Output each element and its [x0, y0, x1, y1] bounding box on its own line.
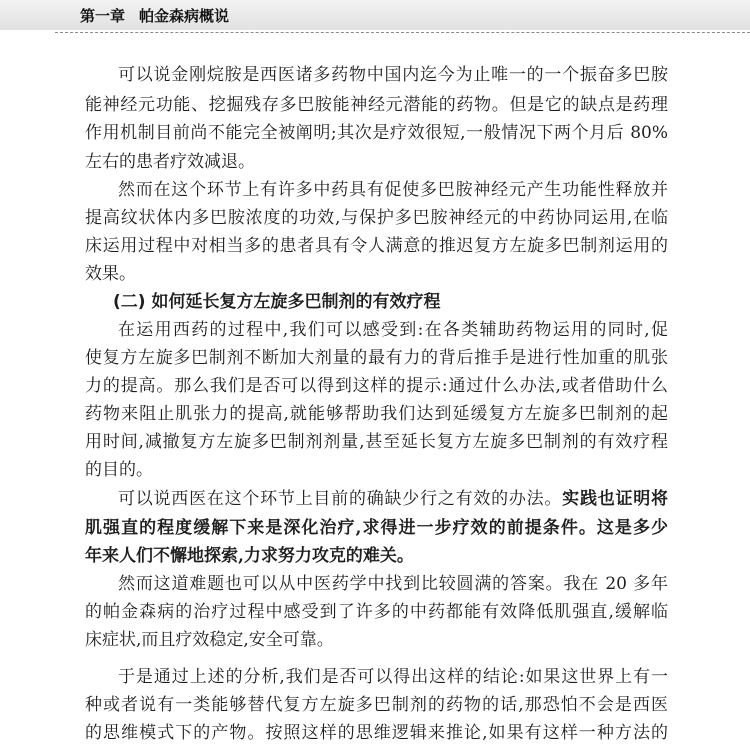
paragraph-4-emphasis-line: 年来人们不懈地探索,力求努力攻克的难关。: [85, 546, 414, 566]
paragraph-2-line: 然而在这个环节上有许多中药具有促使多巴胺神经元产生功能性释放并: [118, 180, 668, 200]
section-heading: (二) 如何延长复方左旋多巴制剂的有效疗程: [113, 292, 441, 312]
paragraph-1-line: 能神经元功能、挖掘残存多巴胺能神经元潜能的药物。但是它的缺点是药理: [85, 95, 668, 115]
paragraph-1-line: 可以说金刚烷胺是西医诸多药物中国内迄今为止唯一的一个振奋多巴胺: [118, 65, 668, 85]
paragraph-6-line: 种或者说有一类能够替代复方左旋多巴制剂的药物的话,那恐怕不会是西医: [85, 695, 668, 715]
paragraph-3-line: 的目的。: [85, 460, 153, 480]
paragraph-5-line: 床症状,而且疗效稳定,安全可靠。: [85, 630, 334, 650]
chapter-number: 第一章: [80, 7, 126, 25]
paragraph-3-line: 力的提高。那么我们是否可以得到这样的提示:通过什么办法,或者借助什么: [85, 376, 668, 396]
paragraph-1-line: 左右的患者疗效减退。: [85, 152, 255, 172]
paragraph-4-regular-text: 可以说西医在这个环节上目前的确缺少行之有效的办法。: [118, 489, 563, 509]
paragraph-4-emphasis-line: 肌强直的程度缓解下来是深化治疗,求得进一步疗效的前提条件。这是多少: [85, 518, 668, 538]
header-dashed-divider: [55, 32, 750, 33]
running-header: [80, 6, 229, 26]
paragraph-2-line: 效果。: [85, 264, 136, 284]
paragraph-2-line: 提高纹状体内多巴胺浓度的功效,与保护多巴胺神经元的中药协同运用,在临: [85, 208, 668, 228]
chapter-title: 帕金森病概说: [139, 7, 230, 25]
paragraph-4-line: [118, 485, 668, 513]
paragraph-2-line: 床运用过程中对相当多的患者具有令人满意的推迟复方左旋多巴制剂运用的: [85, 236, 668, 256]
paragraph-3-line: 药物来阻止肌张力的提高,就能够帮助我们达到延缓复方左旋多巴制剂的起: [85, 404, 668, 424]
paragraph-5-line: 然而这道难题也可以从中医药学中找到比较圆满的答案。我在 20 多年: [118, 574, 668, 594]
paragraph-4-emphasis-text: 实践也证明将: [562, 489, 668, 509]
paragraph-6-line: 的思维模式下的产物。按照这样的思维逻辑来推论,如果有这样一种方法的: [85, 723, 668, 743]
paragraph-1-line: 作用机制目前尚不能完全被阐明;其次是疗效很短,一般情况下两个月后 80%: [85, 123, 668, 143]
paragraph-3-line: 在运用西药的过程中,我们可以感受到:在各类辅助药物运用的同时,促: [118, 320, 668, 340]
paragraph-3-line: 用时间,减撤复方左旋多巴制剂剂量,甚至延长复方左旋多巴制剂的有效疗程: [85, 432, 668, 452]
paragraph-3-line: 使复方左旋多巴制剂不断加大剂量的最有力的背后推手是进行性加重的肌张: [85, 348, 668, 368]
paragraph-5-line: 的帕金森病的治疗过程中感受到了许多的中药都能有效降低肌强直,缓解临: [85, 602, 668, 622]
paragraph-6-line: 于是通过上述的分析,我们是否可以得出这样的结论:如果这世界上有一: [118, 667, 668, 687]
